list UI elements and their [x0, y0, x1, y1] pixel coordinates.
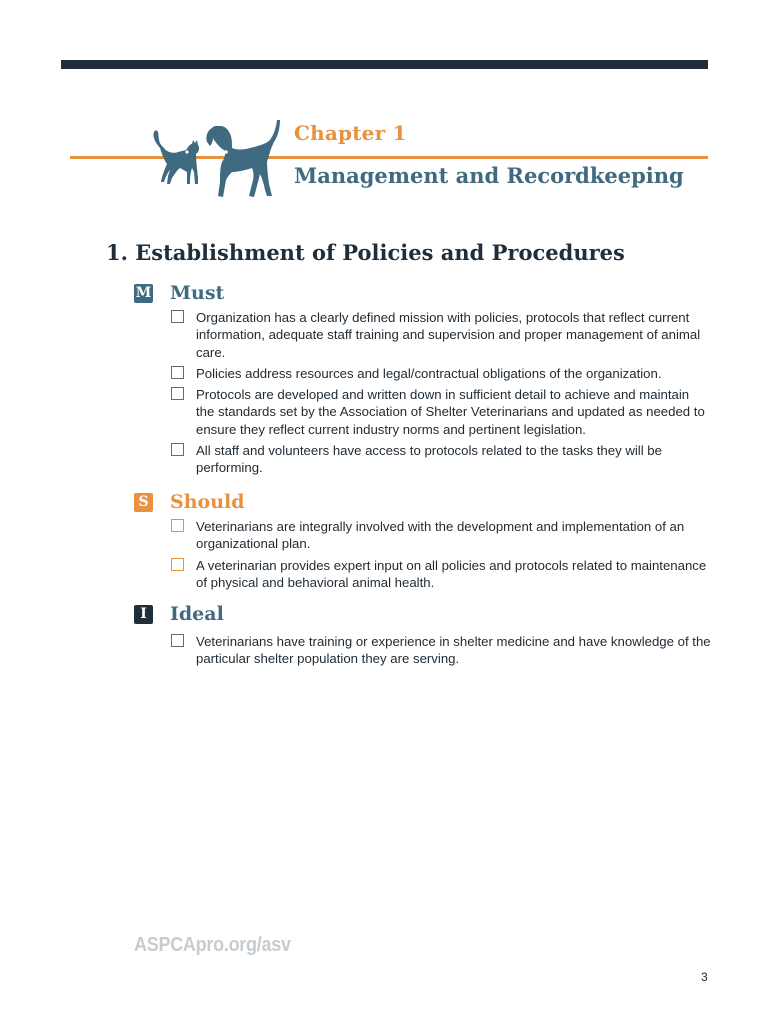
must-heading [134, 282, 224, 304]
checklist-item-text: Organization has a clearly defined mission with policies, protocols that reflect current information, adequate staff training and supervision and proper management of animal care. [196, 310, 701, 360]
section-title: 1. Establishment of Policies and Procedures [106, 240, 625, 265]
must-label: Must [170, 282, 225, 304]
list-item [171, 442, 711, 477]
list-item [171, 633, 711, 668]
checkbox[interactable] [171, 558, 184, 571]
list-item [171, 518, 711, 553]
checkbox[interactable] [171, 519, 184, 532]
should-heading [134, 491, 245, 513]
checklist-item-text: Protocols are developed and written down in sufficient detail to achieve and maintain the standards set by the Association of Shelter Veterinarians and updated as needed to ensure they reflect current industry norms and pertinent legislation. [196, 387, 705, 437]
ideal-label: Ideal [170, 603, 224, 625]
ideal-heading [134, 603, 224, 625]
must-badge: M [135, 285, 152, 301]
should-label: Should [170, 491, 245, 513]
cat-and-dog-silhouette-icon [150, 112, 285, 204]
checkbox[interactable] [171, 366, 184, 379]
top-header-bar [61, 60, 708, 69]
checklist-item-text: Veterinarians have training or experience in shelter medicine and have knowledge of the particular shelter population they are serving. [196, 634, 711, 667]
list-item [171, 386, 711, 438]
ideal-badge: I [134, 605, 153, 624]
ideal-checklist [171, 633, 711, 672]
should-checklist [171, 518, 711, 595]
chapter-title: Management and Recordkeeping [294, 163, 684, 188]
should-badge: S [134, 493, 153, 512]
list-item [171, 365, 711, 382]
checklist-item-text: Policies address resources and legal/contractual obligations of the organization. [196, 365, 662, 381]
chapter-label: Chapter 1 [294, 121, 407, 145]
checklist-item-text: All staff and volunteers have access to protocols related to the tasks they will be performing. [196, 443, 662, 476]
checklist-item-text: A veterinarian provides expert input on all policies and protocols related to maintenance of physical and behavioral animal health. [196, 557, 707, 590]
list-item [171, 557, 711, 592]
checkbox[interactable] [171, 310, 184, 323]
list-item [171, 309, 711, 361]
checkbox[interactable] [171, 443, 184, 456]
must-checklist [171, 309, 711, 481]
footer-url-link[interactable]: ASPCApro.org/asv [134, 934, 291, 956]
checkbox[interactable] [171, 634, 184, 647]
page-number: 3 [701, 970, 708, 984]
checkbox[interactable] [171, 387, 184, 400]
checklist-item-text: Veterinarians are integrally involved with the development and implementation of an organizational plan. [196, 519, 685, 552]
